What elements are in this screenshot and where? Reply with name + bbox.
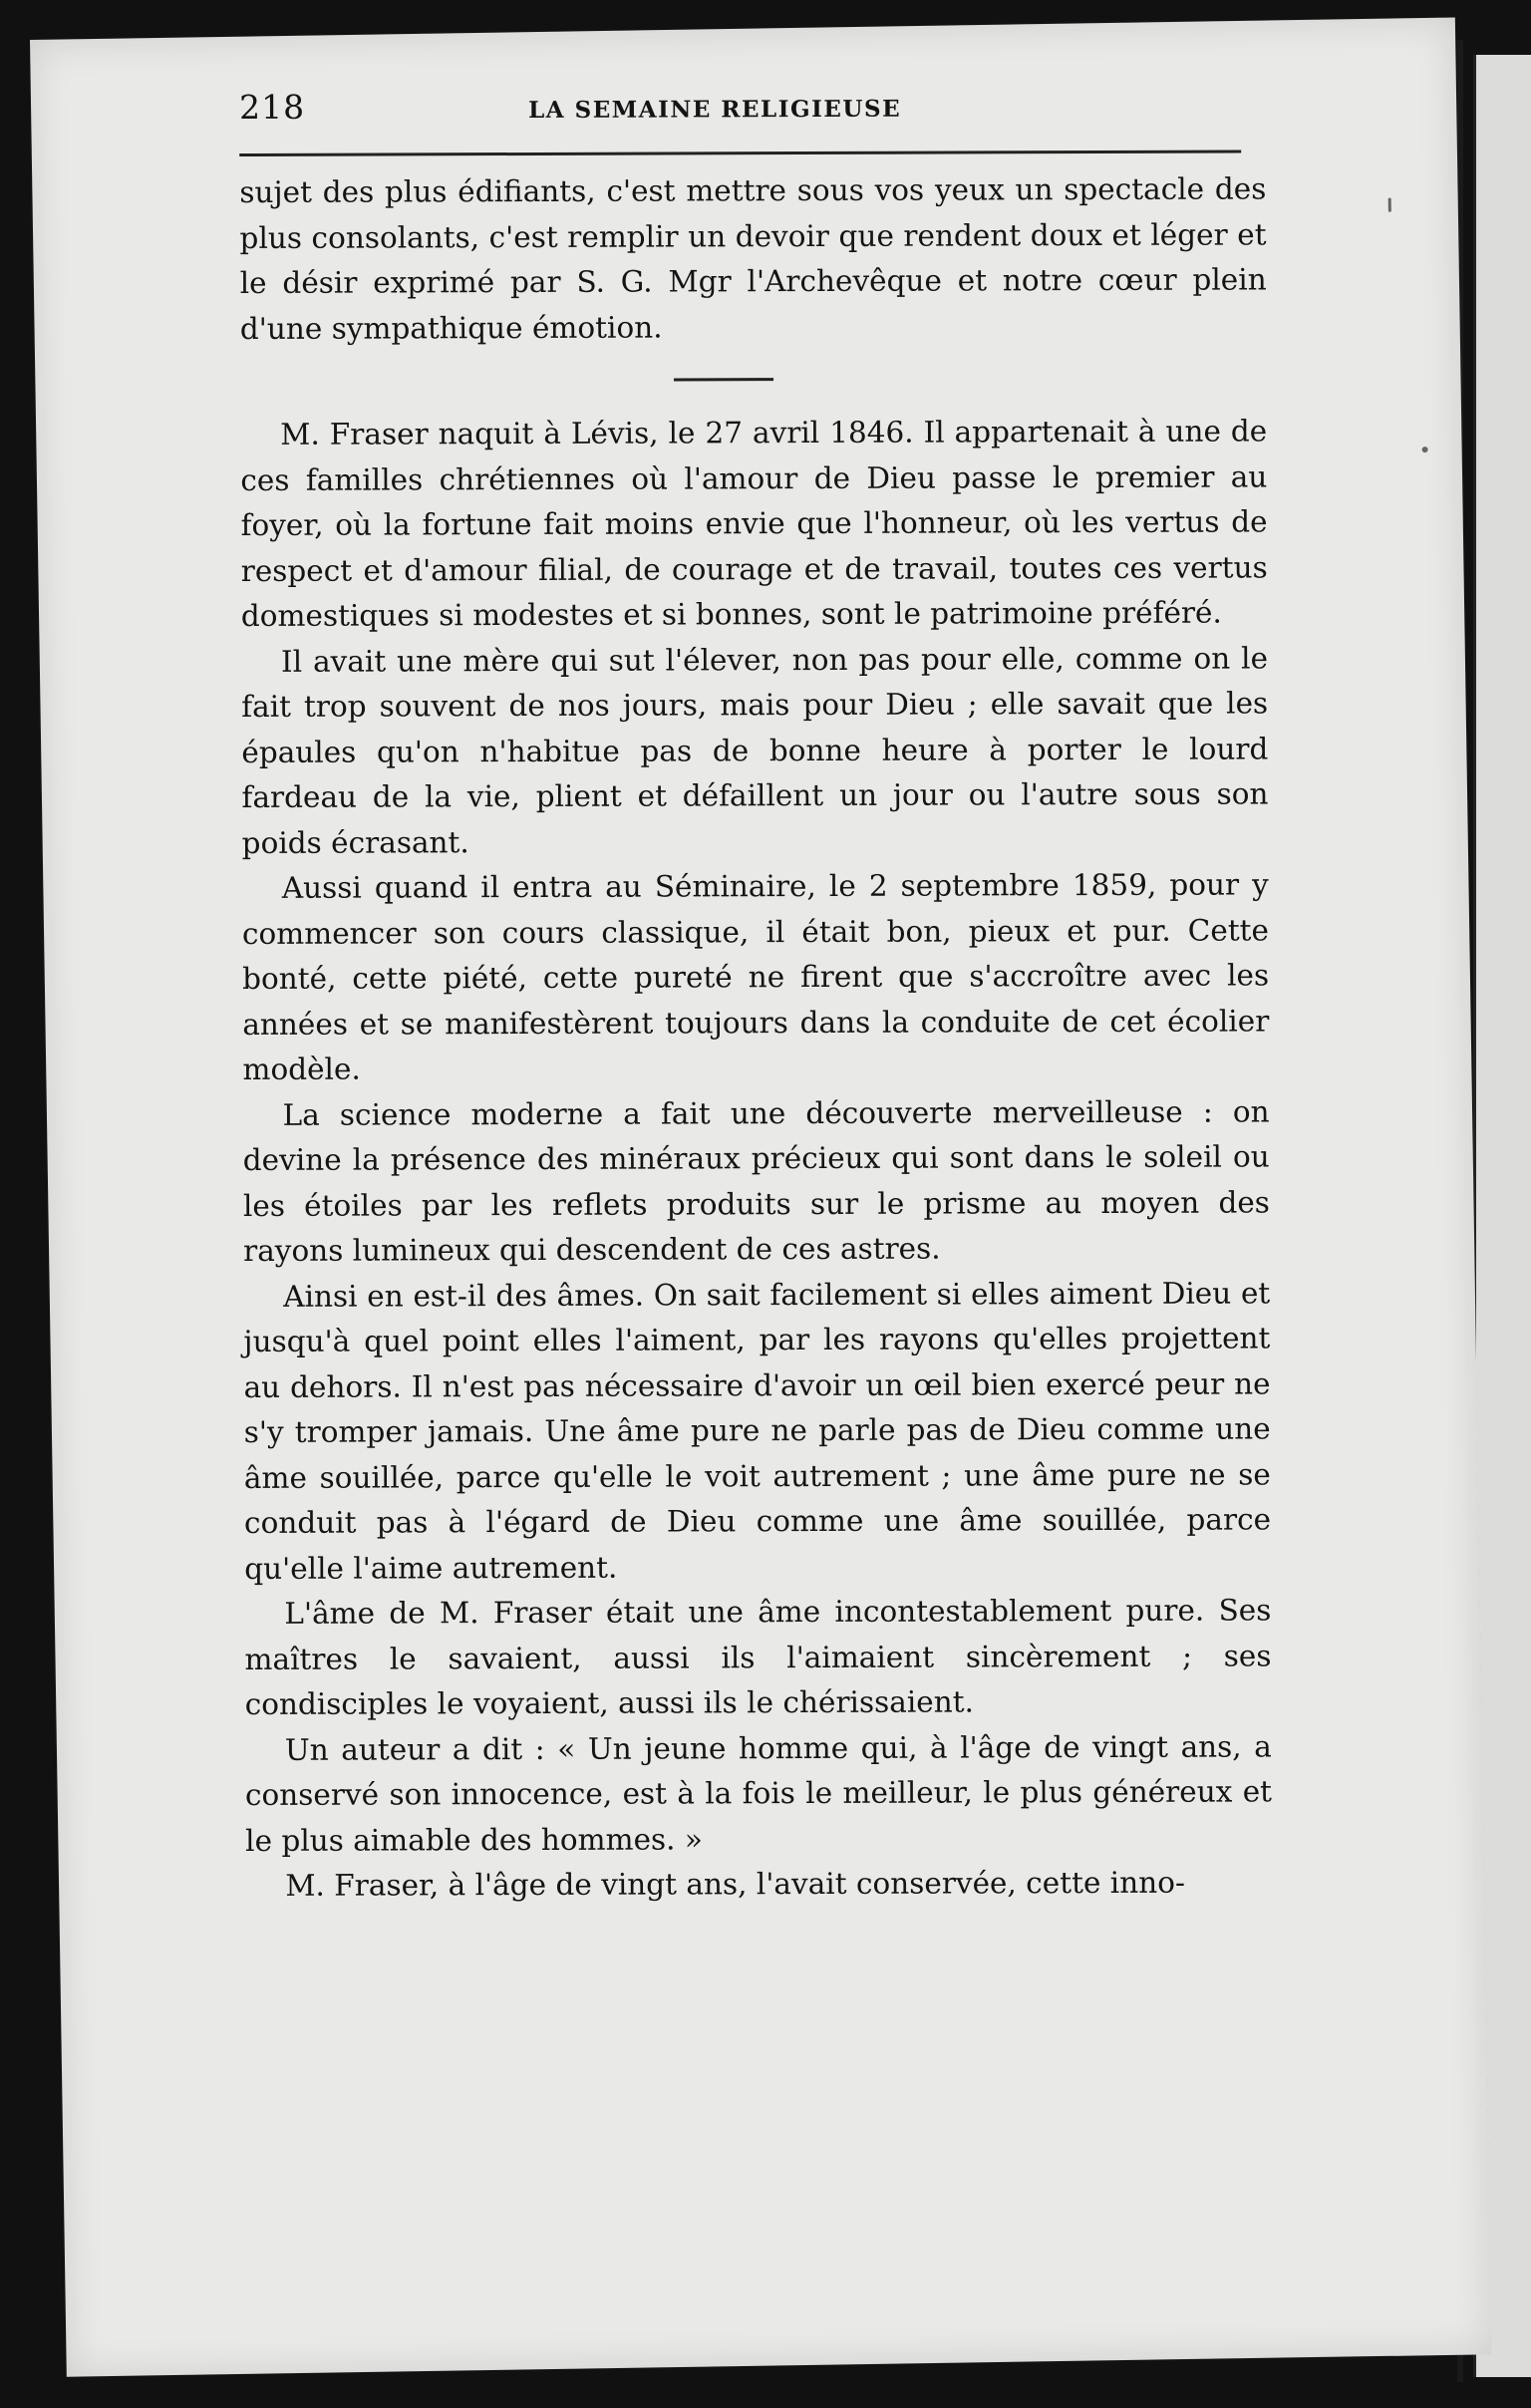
paragraph-birth: M. Fraser naquit à Lévis, le 27 avril 1846. Il appartenait à une de ces familles chrétiennes où l'amour de Dieu passe le premier au foyer, où la fortune fait moins envie que l'honneur, où les vertus de respect et d'amour filial, de courage et de travail, toutes ces vertus domestiques si modestes et si bonnes, sont le patrimoine préféré. [240,414,1268,633]
ink-speck [1388,198,1391,212]
ink-speck [1422,447,1428,452]
paragraph-pure-soul: L'âme de M. Fraser était une âme incontestablement pure. Ses maîtres le savaient, aussi ils l'aimaient sincèrement ; ses condisciples le voyaient, aussi ils le chérissaient. [244,1593,1272,1721]
paragraph-souls: Ainsi en est-il des âmes. On sait facilement si elles aiment Dieu et jusqu'à quel point elles l'aiment, par les rayons qu'elles projettent au dehors. Il n'est pas nécessaire d'avoir un œil bien exercé peur ne s'y tromper jamais. Une âme pure ne parle pas de Dieu comme une âme souillée, parce qu'elle le voit autrement ; une âme pure ne se conduit pas à l'égard de Dieu comme une âme souillée, parce qu'elle l'aime autrement. [243,1275,1272,1586]
paragraph-mother: Il avait une mère qui sut l'élever, non pas pour elle, comme on le fait trop souvent de nos jours, mais pour Dieu ; elle savait que les épaules qu'on n'habitue pas de bonne heure à porter le lourd fardeau de la vie, plient et défaillent un jour ou l'autre sous son poids écrasant. [241,640,1269,860]
paragraph-continued: sujet des plus édifiants, c'est mettre sous vos yeux un spectacle des plus consolants, c'est remplir un devoir que rendent doux et léger et le désir exprimé par S. G. Mgr l'Archevêque et notre cœur plein d'une sympathique émotion. [239,171,1267,346]
page-number: 218 [239,87,306,127]
paragraph-science: La science moderne a fait une découverte merveilleuse : on devine la présence des minéraux précieux qui sont dans le soleil ou les étoiles par les reflets produits sur le prisme au moyen des rayons lumineux qui descendent de ces astres. [242,1093,1270,1268]
paragraph-quote: Un auteur a dit : « Un jeune homme qui, à l'âge de vingt ans, a conservé son innocence, est à la fois le meilleur, le plus généreux et le plus aimable des hommes. » [244,1728,1273,1858]
header-rule [239,150,1241,156]
section-divider [674,378,773,381]
journal-title: LA SEMAINE RELIGIEUSE [528,95,902,124]
running-head [239,84,1266,148]
paragraph-final: M. Fraser, à l'âge de vingt ans, l'avait conservée, cette inno- [285,1865,1185,1903]
paragraph-seminary: Aussi quand il entra au Séminaire, le 2 septembre 1859, pour y commencer son cours classique, il était bon, pieux et pur. Cette bonté, cette piété, cette pureté ne firent que s'accroître avec les années et se manifestèrent toujours dans la conduite de cet écolier modèle. [241,867,1270,1086]
page-content [239,84,1272,1909]
